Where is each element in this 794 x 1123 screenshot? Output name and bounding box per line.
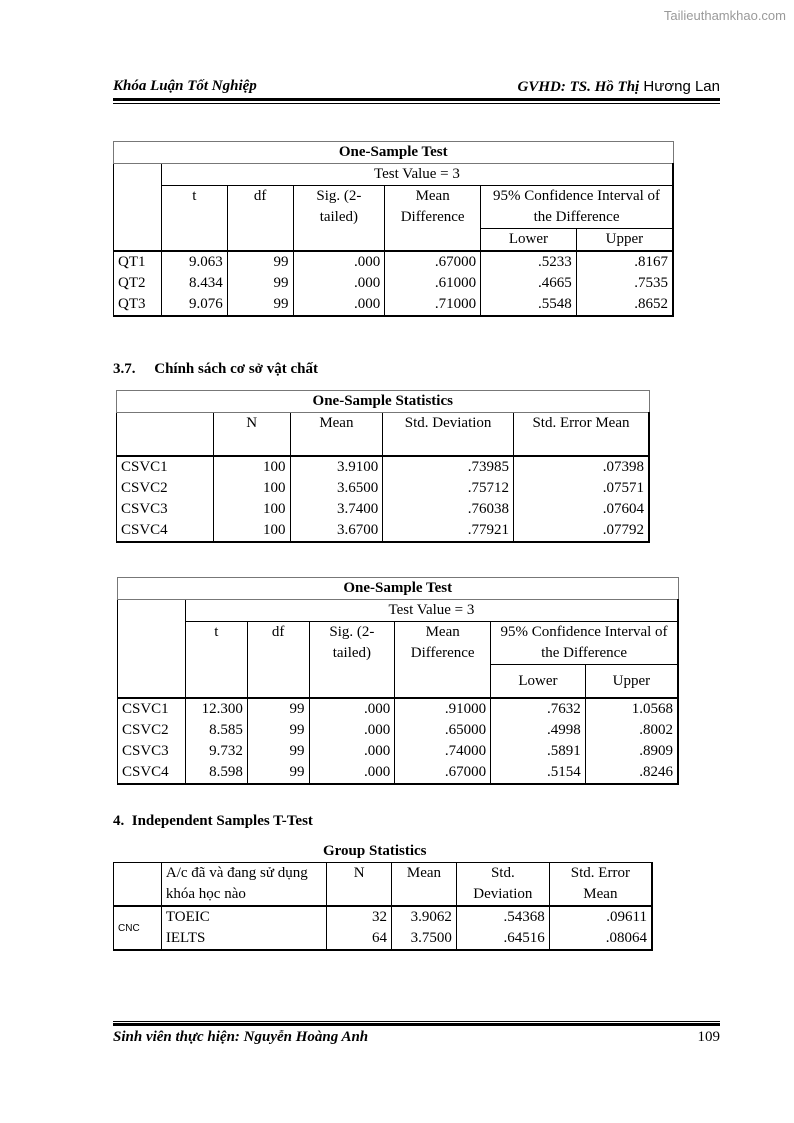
col-header-mean-difference: Mean Difference (395, 622, 491, 699)
cell-std-deviation: .77921 (383, 520, 514, 542)
col-header-std-deviation: Std. Deviation (456, 863, 549, 907)
table-title: One-Sample Test (114, 142, 674, 164)
cell-upper: .8002 (585, 720, 678, 741)
cell-mean: 3.9062 (392, 906, 457, 928)
cell-mean-difference: .65000 (395, 720, 491, 741)
cell-mean-difference: .71000 (385, 294, 481, 316)
row-label: CSVC4 (118, 762, 186, 784)
cell-std-error-mean: .07604 (513, 499, 649, 520)
col-header-n: N (327, 863, 392, 907)
corner-cell (114, 863, 162, 907)
col-header-t: t (161, 186, 227, 252)
cell-n: 100 (213, 478, 290, 499)
table-one-sample-statistics-csvc (116, 390, 650, 543)
table-title: One-Sample Test (118, 578, 679, 600)
row-label: CSVC1 (118, 698, 186, 720)
cell-std-error-mean: .08064 (549, 928, 652, 950)
table-row (114, 273, 674, 294)
cell-std-deviation: .64516 (456, 928, 549, 950)
cell-sig: .000 (309, 762, 395, 784)
row-label: CSVC3 (118, 741, 186, 762)
table-row (117, 478, 650, 499)
col-header-lower: Lower (481, 229, 577, 252)
cell-std-deviation: .73985 (383, 456, 514, 478)
row-label: CSVC1 (117, 456, 214, 478)
cell-mean: 3.9100 (290, 456, 383, 478)
cell-n: 100 (213, 456, 290, 478)
cell-upper: .8167 (576, 251, 673, 273)
cell-n: 32 (327, 906, 392, 928)
corner-cell (117, 413, 214, 457)
cell-t: 9.063 (161, 251, 227, 273)
table-one-sample-test-qt (113, 141, 674, 317)
footer-student: Sinh viên thực hiện: Nguyễn Hoàng Anh (113, 1029, 369, 1045)
cell-upper: 1.0568 (585, 698, 678, 720)
table-row (114, 928, 653, 950)
test-value: Test Value = 3 (185, 600, 678, 622)
cell-lower: .4665 (481, 273, 577, 294)
table-row (117, 456, 650, 478)
header-thesis-title: Khóa Luận Tốt Nghiệp (113, 78, 257, 94)
cell-n: 64 (327, 928, 392, 950)
header-advisor-plain: Hương Lan (639, 78, 720, 95)
cell-n: 100 (213, 499, 290, 520)
row-label: QT3 (114, 294, 162, 316)
table-row (118, 698, 679, 720)
cell-mean-difference: .61000 (385, 273, 481, 294)
header-advisor (518, 78, 720, 96)
cell-lower: .5548 (481, 294, 577, 316)
watermark: Tailieuthamkhao.com (663, 8, 786, 23)
cell-t: 9.076 (161, 294, 227, 316)
table-row (117, 499, 650, 520)
footer-rule-thin (113, 1021, 720, 1022)
header-advisor-bold: GVHD: TS. Hồ Thị (517, 79, 640, 95)
cell-df: 99 (227, 251, 293, 273)
col-header-mean: Mean (392, 863, 457, 907)
cell-t: 9.732 (185, 741, 247, 762)
cell-std-error-mean: .09611 (549, 906, 652, 928)
cell-mean: 3.6500 (290, 478, 383, 499)
cell-df: 99 (227, 294, 293, 316)
cell-std-deviation: .54368 (456, 906, 549, 928)
cell-mean-difference: .67000 (385, 251, 481, 273)
table-row (114, 251, 674, 273)
cell-t: 12.300 (185, 698, 247, 720)
cell-t: 8.585 (185, 720, 247, 741)
page-number: 109 (697, 1029, 720, 1045)
cell-std-error-mean: .07571 (513, 478, 649, 499)
cell-upper: .8246 (585, 762, 678, 784)
cell-mean: 3.7400 (290, 499, 383, 520)
cell-sig: .000 (309, 741, 395, 762)
row-label: CSVC2 (117, 478, 214, 499)
col-header-std-error-mean: Std. Error Mean (513, 413, 649, 457)
cell-sig: .000 (293, 273, 385, 294)
cell-mean-difference: .74000 (395, 741, 491, 762)
cell-mean-difference: .67000 (395, 762, 491, 784)
cell-df: 99 (227, 273, 293, 294)
cell-std-error-mean: .07792 (513, 520, 649, 542)
cell-std-deviation: .75712 (383, 478, 514, 499)
cell-mean: 3.6700 (290, 520, 383, 542)
col-header-mean: Mean (290, 413, 383, 457)
table-row (118, 762, 679, 784)
row-label: QT1 (114, 251, 162, 273)
row-label: CSVC3 (117, 499, 214, 520)
col-header-n: N (213, 413, 290, 457)
col-header-t: t (185, 622, 247, 699)
header-rule-thin (113, 103, 720, 104)
corner-cell (118, 600, 186, 699)
table-row (118, 741, 679, 762)
cell-df: 99 (247, 741, 309, 762)
footer-rule (113, 1023, 720, 1026)
page-header (113, 78, 720, 98)
col-header-sig: Sig. (2-tailed) (293, 186, 385, 252)
col-header-course: A/c đã và đang sử dụng khóa học nào (161, 863, 326, 907)
cell-sig: .000 (293, 251, 385, 273)
cell-course: IELTS (161, 928, 326, 950)
row-label: QT2 (114, 273, 162, 294)
cell-upper: .7535 (576, 273, 673, 294)
cell-n: 100 (213, 520, 290, 542)
cell-sig: .000 (309, 720, 395, 741)
table-group-statistics (113, 862, 653, 951)
group-statistics-title: Group Statistics (323, 843, 427, 859)
corner-cell (114, 164, 162, 252)
cell-sig: .000 (309, 698, 395, 720)
col-header-mean-difference: Mean Difference (385, 186, 481, 252)
section-heading-3-7: 3.7. Chính sách cơ sở vật chất (113, 361, 318, 377)
table-row (114, 906, 653, 928)
table-row (117, 520, 650, 542)
cell-mean-difference: .91000 (395, 698, 491, 720)
cell-lower: .5233 (481, 251, 577, 273)
cell-t: 8.434 (161, 273, 227, 294)
cell-mean: 3.7500 (392, 928, 457, 950)
row-label: CSVC2 (118, 720, 186, 741)
cell-upper: .8652 (576, 294, 673, 316)
table-title: One-Sample Statistics (117, 391, 650, 413)
cell-sig: .000 (293, 294, 385, 316)
cell-upper: .8909 (585, 741, 678, 762)
col-header-df: df (227, 186, 293, 252)
table-row (118, 720, 679, 741)
cell-df: 99 (247, 762, 309, 784)
cell-df: 99 (247, 720, 309, 741)
cell-course: TOEIC (161, 906, 326, 928)
cell-t: 8.598 (185, 762, 247, 784)
col-header-std-error-mean: Std. Error Mean (549, 863, 652, 907)
variable-label: CNC (114, 906, 162, 950)
row-label: CSVC4 (117, 520, 214, 542)
header-rule (113, 98, 720, 101)
col-header-upper: Upper (585, 665, 678, 699)
cell-lower: .5891 (491, 741, 586, 762)
table-one-sample-test-csvc (117, 577, 679, 785)
cell-lower: .7632 (491, 698, 586, 720)
cell-lower: .4998 (491, 720, 586, 741)
cell-lower: .5154 (491, 762, 586, 784)
col-header-std-deviation: Std. Deviation (383, 413, 514, 457)
section-heading-4: 4. Independent Samples T-Test (113, 813, 313, 829)
cell-std-error-mean: .07398 (513, 456, 649, 478)
col-header-confidence-interval: 95% Confidence Interval of the Difference (491, 622, 678, 665)
test-value: Test Value = 3 (161, 164, 673, 186)
col-header-lower: Lower (491, 665, 586, 699)
cell-std-deviation: .76038 (383, 499, 514, 520)
col-header-confidence-interval: 95% Confidence Interval of the Difference (481, 186, 673, 229)
col-header-df: df (247, 622, 309, 699)
col-header-sig: Sig. (2-tailed) (309, 622, 395, 699)
table-row (114, 294, 674, 316)
cell-df: 99 (247, 698, 309, 720)
col-header-upper: Upper (576, 229, 673, 252)
